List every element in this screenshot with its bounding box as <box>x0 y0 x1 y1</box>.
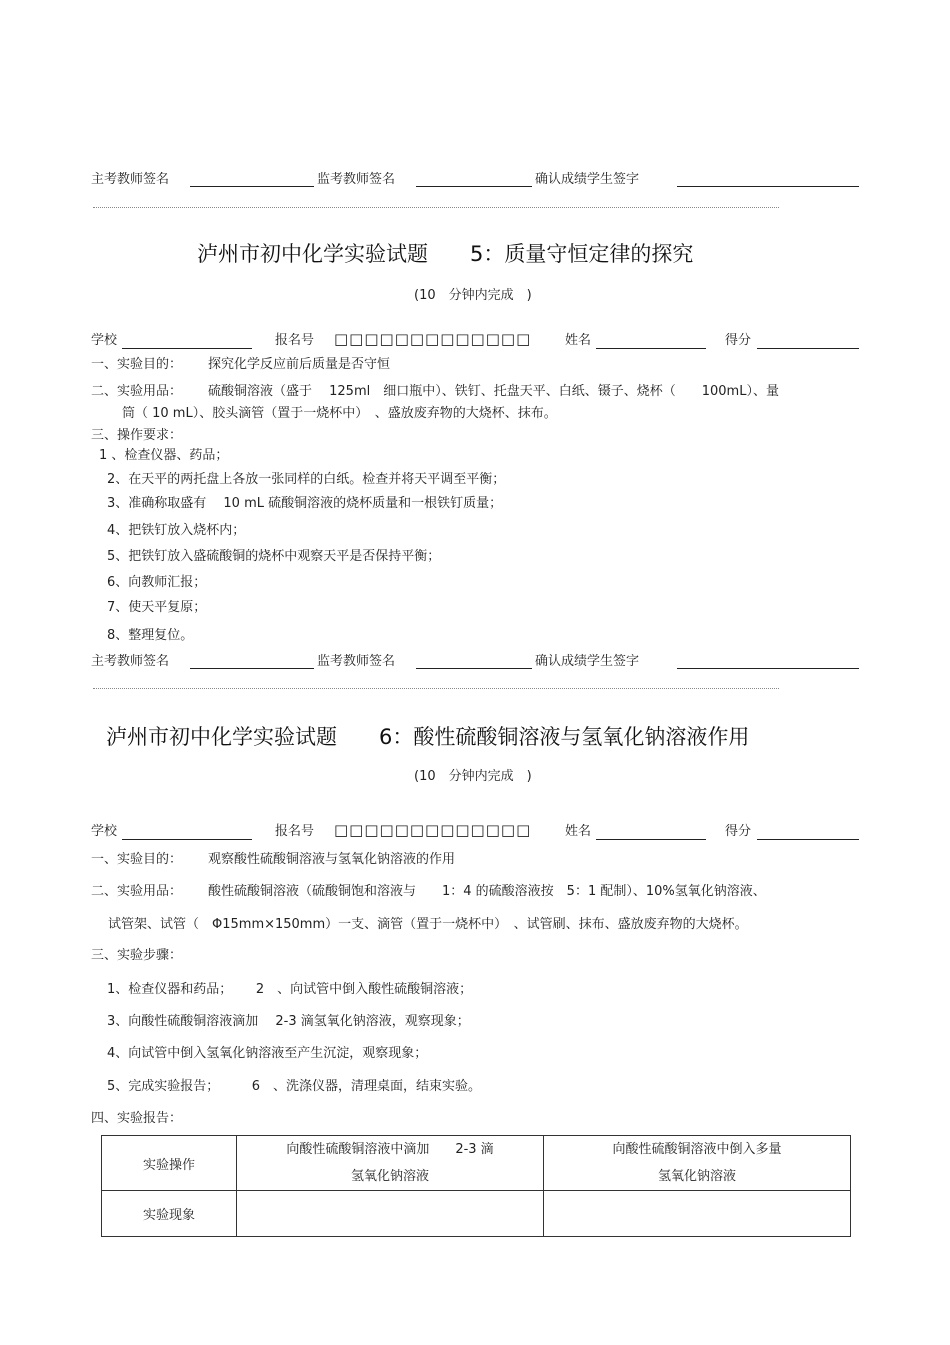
chief-examiner-label: 主考教师签名 <box>91 172 170 187</box>
materials-label: 二、实验用品： <box>91 384 183 399</box>
operation-step: 4、把铁钉放入烧杯内； <box>107 523 246 538</box>
score-label: 得分 <box>725 824 752 839</box>
score-field[interactable] <box>757 839 859 840</box>
exam6-title: 泸州市初中化学实验试题 6：酸性硫酸铜溶液与氢氧化钠溶液作用 <box>106 725 750 749</box>
reg-label: 报名号 <box>275 824 315 839</box>
operation-step: 3、准确称取盛有 10 mL 硫酸铜溶液的烧杯质量和一根铁钉质量； <box>107 496 503 511</box>
reg-number-boxes[interactable]: □□□□□□□□□□□□□ <box>334 330 532 348</box>
table-row <box>102 1136 851 1191</box>
student-confirm-label: 确认成绩学生签字 <box>535 172 640 187</box>
experiment-step: 3、向酸性硫酸铜溶液滴加 2-3 滴氢氧化钠溶液，观察现象； <box>107 1014 470 1029</box>
purpose-label: 一、实验目的： <box>91 852 183 867</box>
exam5-title: 泸州市初中化学实验试题 5：质量守恒定律的探究 <box>197 242 694 266</box>
materials-line-2: 筒（ 10 mL）、胶头滴管（置于一烧杯中） 、盛放废弃物的大烧杯、抹布。 <box>122 406 557 421</box>
name-label: 姓名 <box>565 824 592 839</box>
report-col-dropwise <box>237 1136 544 1191</box>
cut-line <box>93 207 779 208</box>
report-cell-excess-phenomenon[interactable] <box>544 1191 851 1237</box>
report-cell-dropwise-phenomenon[interactable] <box>237 1191 544 1237</box>
score-field[interactable] <box>757 348 859 349</box>
reg-label: 报名号 <box>275 333 315 348</box>
name-field[interactable] <box>596 348 706 349</box>
report-table <box>101 1135 851 1237</box>
student-confirm-line[interactable] <box>677 668 859 669</box>
experiment-step: 1、检查仪器和药品； 2 、向试管中倒入酸性硫酸铜溶液； <box>107 982 473 997</box>
exam6-time: (10 分钟内完成 ) <box>414 769 532 784</box>
operation-step: 2、在天平的两托盘上各放一张同样的白纸。检查并将天平调至平衡； <box>107 472 506 487</box>
student-confirm-line[interactable] <box>677 186 859 187</box>
proctor-line[interactable] <box>416 668 532 669</box>
report-col-excess <box>544 1136 851 1191</box>
proctor-line[interactable] <box>416 186 532 187</box>
report-col-excess-line1: 向酸性硫酸铜溶液中倒入多量 <box>612 1142 782 1157</box>
operation-step: 1 、检查仪器、药品； <box>99 448 229 463</box>
report-header-phenomenon: 实验现象 <box>102 1191 237 1237</box>
materials-line-1: 硫酸铜溶液（盛于 125ml 细口瓶中）、铁钉、托盘天平、白纸、镊子、烧杯（ 100mL）、量 <box>208 384 779 399</box>
purpose-text: 观察酸性硫酸铜溶液与氢氧化钠溶液的作用 <box>208 852 456 867</box>
purpose-label: 一、实验目的： <box>91 357 183 372</box>
report-col-dropwise-line1: 向酸性硫酸铜溶液中滴加 2-3 滴 <box>286 1142 494 1157</box>
operation-step: 6、向教师汇报； <box>107 575 207 590</box>
chief-examiner-line[interactable] <box>190 186 314 187</box>
purpose-text: 探究化学反应前后质量是否守恒 <box>208 357 391 372</box>
report-label: 四、实验报告： <box>91 1111 183 1126</box>
chief-examiner-label: 主考教师签名 <box>91 654 170 669</box>
cut-line <box>93 688 779 689</box>
proctor-label: 监考教师签名 <box>317 172 396 187</box>
name-label: 姓名 <box>565 333 592 348</box>
name-field[interactable] <box>596 839 706 840</box>
school-field[interactable] <box>122 839 252 840</box>
school-label: 学校 <box>91 333 118 348</box>
materials-line-2: 试管架、试管（ Φ15mm×150mm）一支、滴管（置于一烧杯中） 、试管刷、抹布、盛放废弃物的大烧杯。 <box>108 917 748 932</box>
school-field[interactable] <box>122 348 252 349</box>
report-col-dropwise-line2: 氢氧化钠溶液 <box>350 1169 429 1184</box>
operation-step: 8、整理复位。 <box>107 628 194 643</box>
steps-label: 三、实验步骤： <box>91 948 183 963</box>
student-confirm-label: 确认成绩学生签字 <box>535 654 640 669</box>
operations-label: 三、操作要求： <box>91 428 183 443</box>
score-label: 得分 <box>725 333 752 348</box>
operation-step: 5、把铁钉放入盛硫酸铜的烧杯中观察天平是否保持平衡； <box>107 549 441 564</box>
materials-label: 二、实验用品： <box>91 884 183 899</box>
exam5-time: (10 分钟内完成 ) <box>414 288 532 303</box>
chief-examiner-line[interactable] <box>190 668 314 669</box>
materials-line-1: 酸性硫酸铜溶液（硫酸铜饱和溶液与 1：4 的硫酸溶液按 5：1 配制）、10%氢氧化钠溶液、 <box>208 884 766 899</box>
experiment-step: 5、完成实验报告； 6 、洗涤仪器，清理桌面，结束实验。 <box>107 1079 482 1094</box>
experiment-step: 4、向试管中倒入氢氧化钠溶液至产生沉淀，观察现象； <box>107 1046 428 1061</box>
report-header-operation: 实验操作 <box>102 1136 237 1191</box>
proctor-label: 监考教师签名 <box>317 654 396 669</box>
report-col-excess-line2: 氢氧化钠溶液 <box>657 1169 736 1184</box>
operation-step: 7、使天平复原； <box>107 600 207 615</box>
school-label: 学校 <box>91 824 118 839</box>
reg-number-boxes[interactable]: □□□□□□□□□□□□□ <box>334 821 532 839</box>
table-row <box>102 1191 851 1237</box>
